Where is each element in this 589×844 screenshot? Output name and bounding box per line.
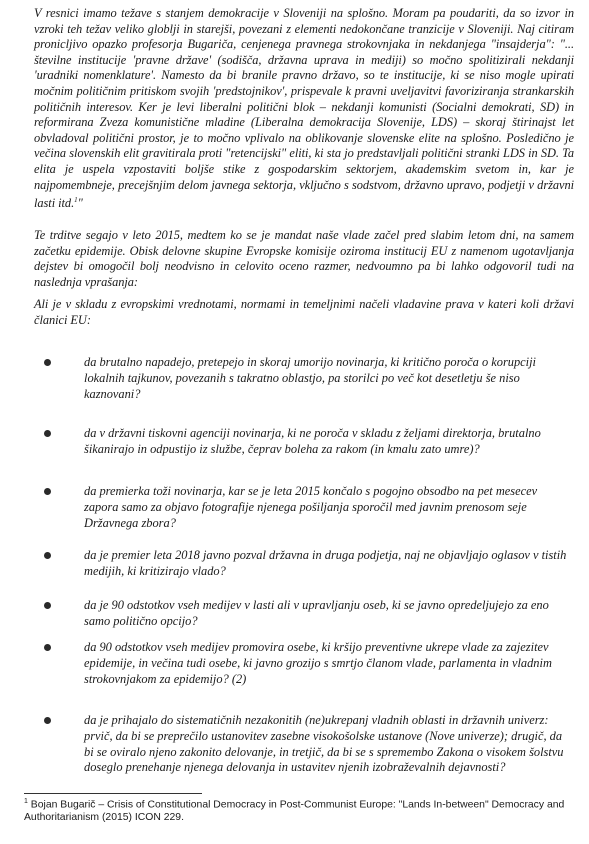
footnote-text: Bojan Bugarič – Crisis of Constitutional Democracy in Post-Communist Europe: "Lands In-between" Democracy and Authoritarianism (2015) ICON 229. xyxy=(24,799,565,824)
bullet-icon xyxy=(44,602,51,609)
list-item-text: da brutalno napadejo, pretepejo in skoraj umorijo novinarja, ki kritično poroča o korupciji lokalnih tajkunov, povezanih s takratno oblastjo, pa storilci po več kot desetletju še niso kaznovani? xyxy=(84,355,536,401)
quote-close-mark: " xyxy=(77,196,83,211)
question-paragraph: Ali je v skladu z evropskimi vrednotami, normami in temeljnimi načeli vladavine prava v kateri koli državi članici EU: xyxy=(34,297,574,327)
quote-paragraph xyxy=(34,6,574,212)
bullet-icon xyxy=(44,644,51,651)
footnote-reference: 1 xyxy=(74,196,78,205)
list-item-text: da je 90 odstotkov vseh medijev v lasti ali v upravljanju oseb, ki se javno opredeljujejo za eno samo politično opcijo? xyxy=(84,598,549,628)
list-item-text: da 90 odstotkov vseh medijev promovira osebe, ki kršijo preventivne ukrepe vlade za zajezitev epidemije, in večina tudi osebe, ki javno grozijo s smrtjo članom vlade, parlamenta in vladnim strokovnjakom za epidemijo? (2) xyxy=(84,640,552,686)
list-item-text: da v državni tiskovni agenciji novinarja, ki ne poroča v skladu z željami direktorja, brutalno šikanirajo in odpustijo iz službe, čeprav boleha za rakom (in kmalu zato umre)? xyxy=(84,426,541,456)
quote-text: V resnici imamo težave s stanjem demokracije v Sloveniji na splošno. Moram pa poudariti, da so izvor in vzroki teh težav veliko globlji in starejši, povezani z elementi nedokončane tranzicije v Sloveniji. Naj citiram pronicljivo opazko profesorja Bugariča, cenjenega pravnega strokovnjaka in nekdanjega "insajderja": "... številne institucije 'pravne države' (sodišča, državna uprava in mediji) so močno spolitizirali nekdanji 'uradniki nomenklature'. Namesto da bi branile pravno državo, so te institucije, ki se niso mogle upirati močnim političnim pritiskom svojih 'predstojnikov', prispevale k pravni uveljavitvi favoriziranja strankarskih političnih interesov. Ker je levi liberalni politični blok – nekdanji komunisti (Socialni demokrati, SD) in reformirana Zveza komunistične mladine (Liberalna demokracija Slovenije, LDS) – skoraj štirinajst let obvladoval politični prostor, je to močno vplivalo na oblikovanje slovenske elite na splošno. Posledično je večina slovenskih elit gravitirala proti "retencijski" eliti, ki sta jo predstavljali politični stranki LDS in SD. Ta elita je uspela vzpostaviti boljše stike z gospodarskim sektorjem, akademskim svetom in, kar je najpomembneje, precejšnjim delom javnega sektorja, vključno s sodstvom, državno upravo, podjetji v državni lasti itd. xyxy=(34,6,574,211)
bullet-icon xyxy=(44,488,51,495)
bullet-icon xyxy=(44,717,51,724)
intro-paragraph: Te trditve segajo v leto 2015, medtem ko se je mandat naše vlade začel pred slabim letom dni, na samem začetku epidemije. Obisk delovne skupine Evropske komisije oziroma institucij EU z namenom ugotavljanja dejstev bi omogočil bolj neodvisno in celovito oceno razmer, nedvoumno pa bi lahko odgovoril tudi na naslednja vprašanja: xyxy=(34,228,574,289)
list-item-text: da premierka toži novinarja, kar se je leta 2015 končalo s pogojno obsodbo na pet mesecev zapora samo za objavo fotografije njenega pošiljanja sporočil med javnim prenosom seje Državnega zbora? xyxy=(84,484,538,530)
bullet-icon xyxy=(44,430,51,437)
bullet-icon xyxy=(44,359,51,366)
list-item-text: da je prihajalo do sistematičnih nezakonitih (ne)ukrepanj vladnih oblasti in državnih univerz: prvič, da bi se preprečilo ustanovitev zasebne visokošolske ustanove (Nove univerze); drugič, da bi se oviralo njeno zakonito delovanje, in tretjič, da bi se s spremembo Zakona o visokem šolstvu doseglo prenehanje njenega delovanja in ustavitev njenih izobraževalnih dejavnosti? xyxy=(84,713,564,775)
footnote-mark: 1 xyxy=(24,798,28,805)
footnote-divider xyxy=(24,793,202,794)
bullet-icon xyxy=(44,552,51,559)
footnote xyxy=(24,796,570,825)
list-item-text: da je premier leta 2018 javno pozval državna in druga podjetja, naj ne objavljajo oglasov v tistih medijih, ki kritizirajo vlado? xyxy=(84,548,567,578)
